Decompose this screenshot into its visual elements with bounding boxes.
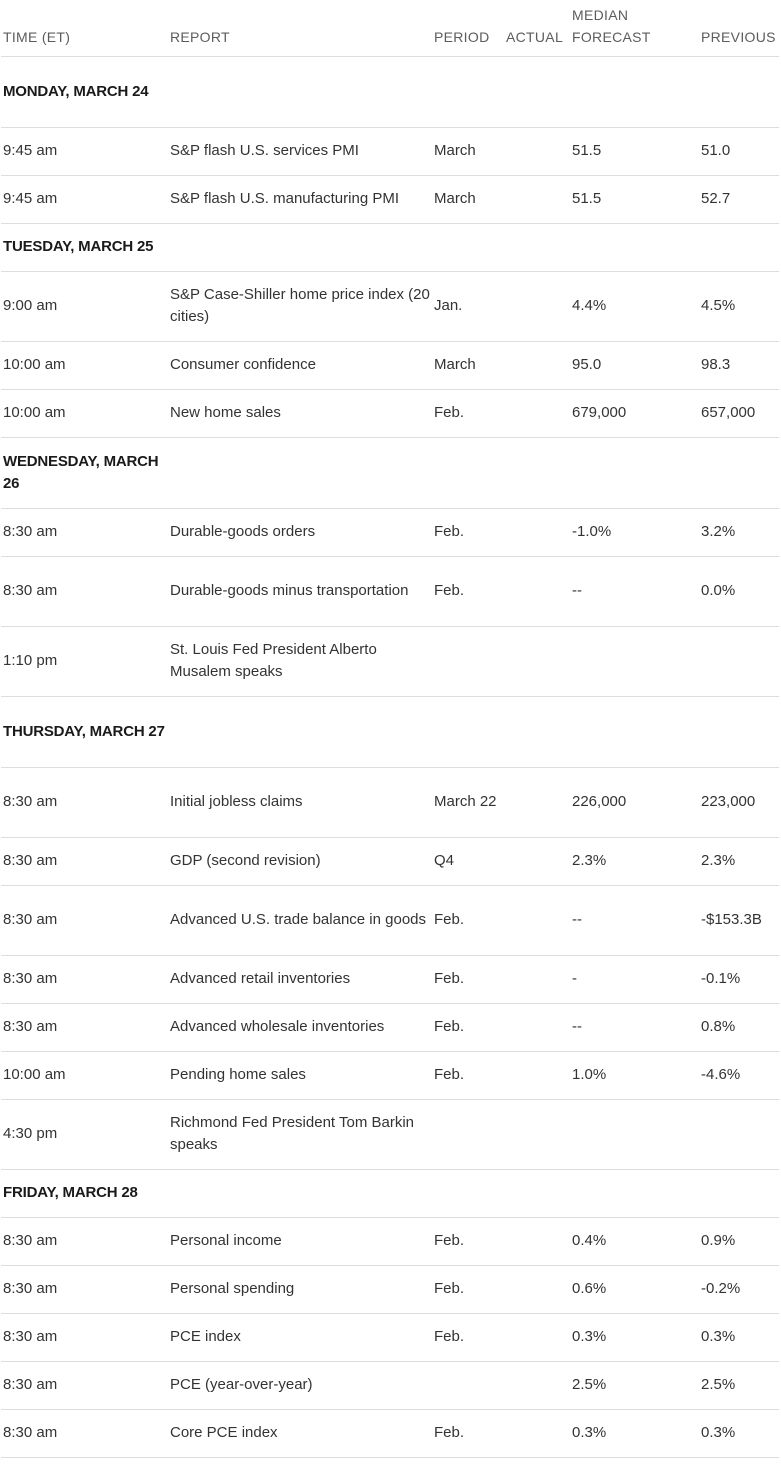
cell-time: 10:00 am <box>1 389 168 437</box>
header-forecast-line1: MEDIAN <box>572 6 629 23</box>
cell-forecast: 95.0 <box>570 341 699 389</box>
table-row <box>1 1313 779 1361</box>
cell-actual <box>504 885 570 955</box>
cell-report: Initial jobless claims <box>168 767 432 837</box>
header-previous: PREVIOUS <box>699 0 779 56</box>
cell-actual <box>504 127 570 175</box>
day-label: FRIDAY, MARCH 28 <box>1 1169 168 1217</box>
cell-forecast: 0.3% <box>570 1313 699 1361</box>
table-row <box>1 1265 779 1313</box>
cell-period: March <box>432 341 504 389</box>
cell-forecast: 2.3% <box>570 837 699 885</box>
cell-previous: 223,000 <box>699 767 779 837</box>
cell-report: New home sales <box>168 389 432 437</box>
cell-forecast: 0.3% <box>570 1409 699 1457</box>
cell-actual <box>504 1361 570 1409</box>
cell-previous: 52.7 <box>699 175 779 223</box>
cell-time: 8:30 am <box>1 556 168 626</box>
cell-actual <box>504 175 570 223</box>
cell-previous: 0.3% <box>699 1313 779 1361</box>
cell-actual <box>504 1265 570 1313</box>
cell-forecast: 51.5 <box>570 175 699 223</box>
cell-forecast: -- <box>570 556 699 626</box>
cell-report: Advanced retail inventories <box>168 955 432 1003</box>
cell-time: 8:30 am <box>1 837 168 885</box>
cell-report: Advanced U.S. trade balance in goods <box>168 885 432 955</box>
cell-period: Feb. <box>432 508 504 556</box>
cell-actual <box>504 1099 570 1169</box>
header-period: PERIOD <box>432 0 504 56</box>
cell-previous: 0.3% <box>699 1409 779 1457</box>
table-row <box>1 271 779 341</box>
day-row-spacer <box>168 1169 779 1217</box>
cell-time: 9:45 am <box>1 175 168 223</box>
cell-period: Feb. <box>432 1051 504 1099</box>
cell-period: March <box>432 175 504 223</box>
day-row-spacer <box>168 437 779 508</box>
cell-actual <box>504 341 570 389</box>
cell-time: 8:30 am <box>1 1265 168 1313</box>
table-row <box>1 1099 779 1169</box>
cell-report: Core PCE index <box>168 1409 432 1457</box>
cell-previous: 3.2% <box>699 508 779 556</box>
calendar-body <box>1 56 779 1457</box>
cell-report: S&P flash U.S. services PMI <box>168 127 432 175</box>
cell-forecast: 4.4% <box>570 271 699 341</box>
cell-time: 9:00 am <box>1 271 168 341</box>
cell-previous: 2.5% <box>699 1361 779 1409</box>
cell-forecast: - <box>570 955 699 1003</box>
cell-previous: -0.1% <box>699 955 779 1003</box>
cell-forecast: -- <box>570 1003 699 1051</box>
cell-report: S&P Case-Shiller home price index (20 cities) <box>168 271 432 341</box>
cell-period: Q4 <box>432 837 504 885</box>
header-time: TIME (ET) <box>1 0 168 56</box>
cell-forecast: 0.6% <box>570 1265 699 1313</box>
cell-forecast: 2.5% <box>570 1361 699 1409</box>
cell-report: Advanced wholesale inventories <box>168 1003 432 1051</box>
cell-period: Feb. <box>432 1265 504 1313</box>
table-row <box>1 389 779 437</box>
table-row <box>1 1361 779 1409</box>
header-actual: ACTUAL <box>504 0 570 56</box>
table-row <box>1 1217 779 1265</box>
cell-time: 10:00 am <box>1 341 168 389</box>
cell-report: Personal income <box>168 1217 432 1265</box>
cell-actual <box>504 389 570 437</box>
cell-report: St. Louis Fed President Alberto Musalem speaks <box>168 626 432 696</box>
cell-actual <box>504 1003 570 1051</box>
cell-previous <box>699 626 779 696</box>
cell-forecast: 226,000 <box>570 767 699 837</box>
day-label: MONDAY, MARCH 24 <box>1 56 168 127</box>
header-report: REPORT <box>168 0 432 56</box>
table-row <box>1 341 779 389</box>
cell-period: Feb. <box>432 389 504 437</box>
day-row-spacer <box>168 696 779 767</box>
cell-period: Feb. <box>432 1003 504 1051</box>
cell-actual <box>504 837 570 885</box>
cell-previous: -$153.3B <box>699 885 779 955</box>
header-row <box>1 0 779 56</box>
cell-previous: -4.6% <box>699 1051 779 1099</box>
cell-actual <box>504 508 570 556</box>
cell-actual <box>504 1051 570 1099</box>
table-row <box>1 1003 779 1051</box>
day-header-row <box>1 223 779 271</box>
cell-actual <box>504 626 570 696</box>
cell-time: 8:30 am <box>1 1313 168 1361</box>
cell-forecast: -- <box>570 885 699 955</box>
cell-report: Durable-goods minus transportation <box>168 556 432 626</box>
table-row <box>1 127 779 175</box>
cell-report: GDP (second revision) <box>168 837 432 885</box>
table-row <box>1 626 779 696</box>
cell-time: 8:30 am <box>1 1003 168 1051</box>
cell-period: Feb. <box>432 1409 504 1457</box>
cell-report: Richmond Fed President Tom Barkin speaks <box>168 1099 432 1169</box>
economic-calendar-table <box>1 0 779 1458</box>
day-header-row <box>1 696 779 767</box>
table-row <box>1 175 779 223</box>
cell-actual <box>504 1409 570 1457</box>
cell-report: S&P flash U.S. manufacturing PMI <box>168 175 432 223</box>
day-header-row <box>1 1169 779 1217</box>
cell-time: 9:45 am <box>1 127 168 175</box>
cell-previous: 0.9% <box>699 1217 779 1265</box>
cell-time: 8:30 am <box>1 767 168 837</box>
cell-previous: 0.0% <box>699 556 779 626</box>
cell-forecast: 51.5 <box>570 127 699 175</box>
cell-time: 10:00 am <box>1 1051 168 1099</box>
cell-period: March <box>432 127 504 175</box>
table-row <box>1 1409 779 1457</box>
header-forecast-line2: FORECAST <box>572 28 651 45</box>
cell-forecast: 1.0% <box>570 1051 699 1099</box>
cell-period: March 22 <box>432 767 504 837</box>
table-row <box>1 767 779 837</box>
cell-time: 8:30 am <box>1 1217 168 1265</box>
cell-report: PCE index <box>168 1313 432 1361</box>
cell-period <box>432 1361 504 1409</box>
cell-time: 4:30 pm <box>1 1099 168 1169</box>
cell-forecast <box>570 626 699 696</box>
cell-previous: -0.2% <box>699 1265 779 1313</box>
cell-report: PCE (year-over-year) <box>168 1361 432 1409</box>
cell-actual <box>504 1313 570 1361</box>
cell-report: Personal spending <box>168 1265 432 1313</box>
cell-report: Durable-goods orders <box>168 508 432 556</box>
day-label: THURSDAY, MARCH 27 <box>1 696 168 767</box>
cell-period: Feb. <box>432 1313 504 1361</box>
day-label: TUESDAY, MARCH 25 <box>1 223 168 271</box>
day-header-row <box>1 437 779 508</box>
cell-forecast: 0.4% <box>570 1217 699 1265</box>
cell-time: 8:30 am <box>1 1361 168 1409</box>
cell-previous: 4.5% <box>699 271 779 341</box>
cell-previous: 2.3% <box>699 837 779 885</box>
cell-previous: 98.3 <box>699 341 779 389</box>
cell-period: Feb. <box>432 556 504 626</box>
day-header-row <box>1 56 779 127</box>
cell-time: 8:30 am <box>1 508 168 556</box>
table-row <box>1 955 779 1003</box>
cell-forecast: -1.0% <box>570 508 699 556</box>
cell-period: Jan. <box>432 271 504 341</box>
table-row <box>1 508 779 556</box>
cell-time: 1:10 pm <box>1 626 168 696</box>
cell-time: 8:30 am <box>1 1409 168 1457</box>
cell-period: Feb. <box>432 885 504 955</box>
header-forecast <box>570 0 699 56</box>
cell-previous: 51.0 <box>699 127 779 175</box>
table-row <box>1 837 779 885</box>
day-row-spacer <box>168 56 779 127</box>
cell-period: Feb. <box>432 1217 504 1265</box>
table-row <box>1 885 779 955</box>
cell-previous: 0.8% <box>699 1003 779 1051</box>
cell-period: Feb. <box>432 955 504 1003</box>
cell-period <box>432 626 504 696</box>
cell-actual <box>504 955 570 1003</box>
cell-report: Pending home sales <box>168 1051 432 1099</box>
cell-previous: 657,000 <box>699 389 779 437</box>
cell-report: Consumer confidence <box>168 341 432 389</box>
table-row <box>1 1051 779 1099</box>
table-row <box>1 556 779 626</box>
cell-actual <box>504 271 570 341</box>
cell-forecast <box>570 1099 699 1169</box>
day-label: WEDNESDAY, MARCH 26 <box>1 437 168 508</box>
cell-actual <box>504 556 570 626</box>
cell-actual <box>504 767 570 837</box>
cell-time: 8:30 am <box>1 885 168 955</box>
cell-forecast: 679,000 <box>570 389 699 437</box>
day-row-spacer <box>168 223 779 271</box>
cell-period <box>432 1099 504 1169</box>
cell-time: 8:30 am <box>1 955 168 1003</box>
cell-previous <box>699 1099 779 1169</box>
cell-actual <box>504 1217 570 1265</box>
